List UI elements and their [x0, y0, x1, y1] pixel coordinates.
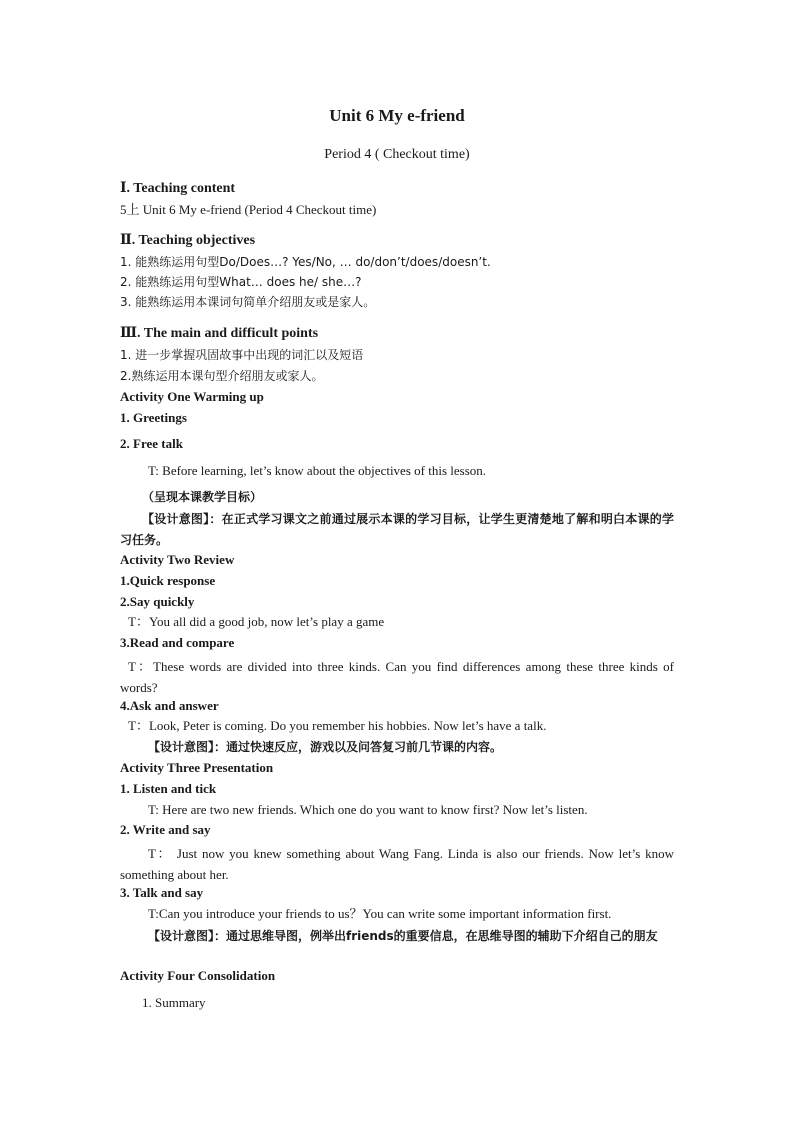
teacher-line: T：These words are divided into three kinds. Can you find differences among these three kinds of words?: [120, 659, 674, 695]
teacher-line: T： Just now you knew something about Wang Fang. Linda is also our friends. Now let’s know something about her.: [120, 846, 674, 882]
activity-one-heading: Activity One Warming up: [120, 389, 264, 404]
activity-step: 3. Talk and say: [120, 885, 204, 900]
teacher-line: T: Here are two new friends. Which one do you want to know first? Now let’s listen.: [148, 802, 588, 817]
teacher-line: T: Before learning, let’s know about the objectives of this lesson.: [148, 463, 486, 478]
point-item: 1. 进一步掌握巩固故事中出现的词汇以及短语: [120, 348, 364, 362]
activity-step: 4.Ask and answer: [120, 698, 219, 713]
objective-item: 3. 能熟练运用本课词句简单介绍朋友或是家人。: [120, 295, 376, 309]
design-intent: 【设计意图】：通过快速反应，游戏以及问答复习前几节课的内容。: [148, 740, 503, 754]
activity-two-heading: Activity Two Review: [120, 552, 235, 567]
design-intent: 【设计意图】：在正式学习课文之前通过展示本课的学习目标，让学生更清楚地了解和明白本课的学习任务。: [120, 512, 674, 547]
activity-step: 2.Say quickly: [120, 594, 195, 609]
activity-step: 2. Write and say: [120, 822, 211, 837]
activity-step: 3.Read and compare: [120, 635, 235, 650]
design-intent: 【设计意图】：通过思维导图，例举出friends的重要信息，在思维导图的辅助下介绍自己的朋友: [148, 929, 658, 943]
point-item: 2.熟练运用本课句型介绍朋友或家人。: [120, 369, 324, 383]
activity-step: 1.Quick response: [120, 573, 216, 588]
activity-four-heading: Activity Four Consolidation: [120, 968, 276, 983]
section-heading-teaching-content: Ⅰ. Teaching content: [120, 181, 236, 196]
section-heading-main-difficult-points: Ⅲ. The main and difficult points: [120, 326, 319, 341]
activity-step: 1. Summary: [142, 995, 206, 1010]
objective-item: 2. 能熟练运用句型What… does he/ she…?: [120, 275, 362, 289]
document-title: Unit 6 My e-friend: [329, 106, 465, 125]
teacher-line: T：You all did a good job, now let’s play a game: [128, 614, 385, 629]
activity-step: 1. Greetings: [120, 410, 187, 425]
teacher-line: T:Can you introduce your friends to us？You can write some important information first.: [148, 906, 612, 921]
objective-item: 1. 能熟练运用句型Do/Does…? Yes/No, … do/don’t/does/doesn’t.: [120, 255, 491, 269]
teacher-line: T：Look, Peter is coming. Do you remember his hobbies. Now let’s have a talk.: [128, 718, 547, 733]
teaching-content-text: 5上 Unit 6 My e-friend (Period 4 Checkout time): [120, 202, 377, 217]
activity-step: 2. Free talk: [120, 436, 183, 451]
bracket-note: （呈现本课教学目标）: [142, 490, 263, 504]
activity-three-heading: Activity Three Presentation: [120, 760, 274, 775]
section-heading-teaching-objectives: Ⅱ. Teaching objectives: [120, 233, 256, 248]
activity-step: 1. Listen and tick: [120, 781, 217, 796]
document-subtitle: Period 4 ( Checkout time): [324, 147, 470, 162]
